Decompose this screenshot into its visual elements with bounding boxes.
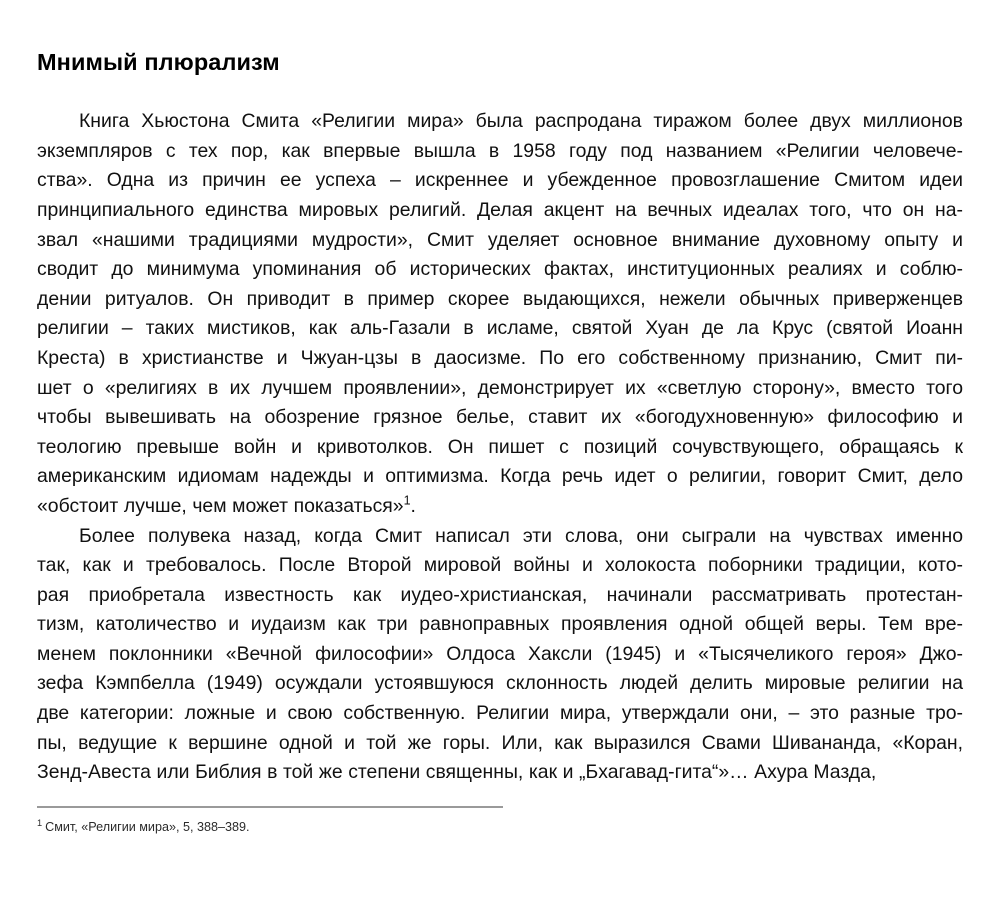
paragraph-2-line-6: зефа Кэмпбелла (1949) осуждали устоявшуюся склонность людей делить мировые религии на [37, 672, 963, 695]
paragraph-1-line-6: сводит до минимума упоминания об исторических фактах, институционных реалиях и соблю- [37, 258, 963, 281]
paragraph-1-line-11: чтобы вывешивать на обозрение грязное белье, ставит их «богодухновенную» философию и [37, 406, 963, 429]
paragraph-1 [37, 107, 963, 521]
paragraph-2-line-3: рая приобретала известность как иудео-христианская, начинали рассматривать протестан- [37, 583, 963, 606]
paragraph-2-line-5: менем поклонники «Вечной философии» Олдоса Хаксли (1945) и «Тысячеликого героя» Джо- [37, 642, 963, 665]
paragraph-2-line-1: Более полувека назад, когда Смит написал эти слова, они сыграли на чувствах именно [79, 524, 963, 547]
footnote-separator-rule [37, 806, 503, 808]
paragraph-1-line-12: теологию превыше войн и кривотолков. Он пишет с позиций сочувствующего, обращаясь к [37, 435, 963, 458]
paragraph-1-line-10: шет о «религиях в их лучшем проявлении», демонстрирует их «светлую сторону», вместо того [37, 376, 963, 399]
paragraph-2-line-9: Зенд-Авеста или Библия в той же степени священны, как и „Бхагавад-гита“»… Ахура Мазда, [37, 761, 877, 784]
page-content [37, 48, 963, 788]
paragraph-1-line-5: звал «нашими традициями мудрости», Смит уделяет основное внимание духовному опыту и [37, 228, 963, 251]
paragraph-1-line-2: экземпляров с тех пор, как впервые вышла в 1958 году под названием «Религии человече- [37, 139, 963, 162]
footnote-reference-marker[interactable]: 1 [403, 493, 411, 508]
paragraph-1-line-1: Книга Хьюстона Смита «Религии мира» была распродана тиражом более двух миллионов [79, 110, 963, 133]
page-title: Мнимый плюрализм [37, 49, 280, 75]
paragraph-2 [37, 522, 963, 788]
paragraph-1-line-7: дении ритуалов. Он приводит в пример скорее выдающихся, нежели обычных приверженцев [37, 287, 963, 310]
paragraph-1-line-13: американским идиомам надежды и оптимизма. Когда речь идет о религии, говорит Смит, дело [37, 465, 963, 488]
paragraph-1-line-14 [37, 492, 963, 522]
paragraph-1-line-4: принципиального единства мировых религий. Делая акцент на вечных идеалах того, что он на- [37, 198, 963, 221]
footnote-number: 1 [37, 817, 43, 828]
paragraph-2-line-4: тизм, католичество и иудаизм как три равноправных проявления одной общей веры. Тем вре- [37, 613, 963, 636]
paragraph-1-line-3: ства». Одна из причин ее успеха – искреннее и убежденное провозглашение Смитом идеи [37, 169, 963, 192]
footnote-citation-text: Смит, «Религии мира», 5, 388–389. [45, 820, 250, 834]
paragraph-1-line-8: религии – таких мистиков, как аль-Газали в исламе, святой Хуан де ла Крус (святой Иоанн [37, 317, 963, 340]
paragraph-1-line-14-text: «обстоит лучше, чем может показаться» [37, 494, 404, 517]
paragraph-1-line-9: Креста) в христианстве и Чжуан-цзы в даосизме. По его собственному признанию, Смит пи- [37, 346, 963, 369]
paragraph-2-line-8: пы, ведущие к вершине одной и той же горы. Или, как выразился Свами Шивананда, «Коран, [37, 731, 963, 754]
paragraph-2-line-7: две категории: ложные и свою собственную. Религии мира, утверждали они, – это разные тро- [37, 702, 963, 725]
paragraph-1-line-14-tail: . [410, 494, 416, 517]
paragraph-2-line-2: так, как и требовалось. После Второй мировой войны и холокоста поборники традиции, кото- [37, 554, 963, 577]
footnote-area [37, 806, 503, 835]
footnote-entry [37, 819, 503, 835]
